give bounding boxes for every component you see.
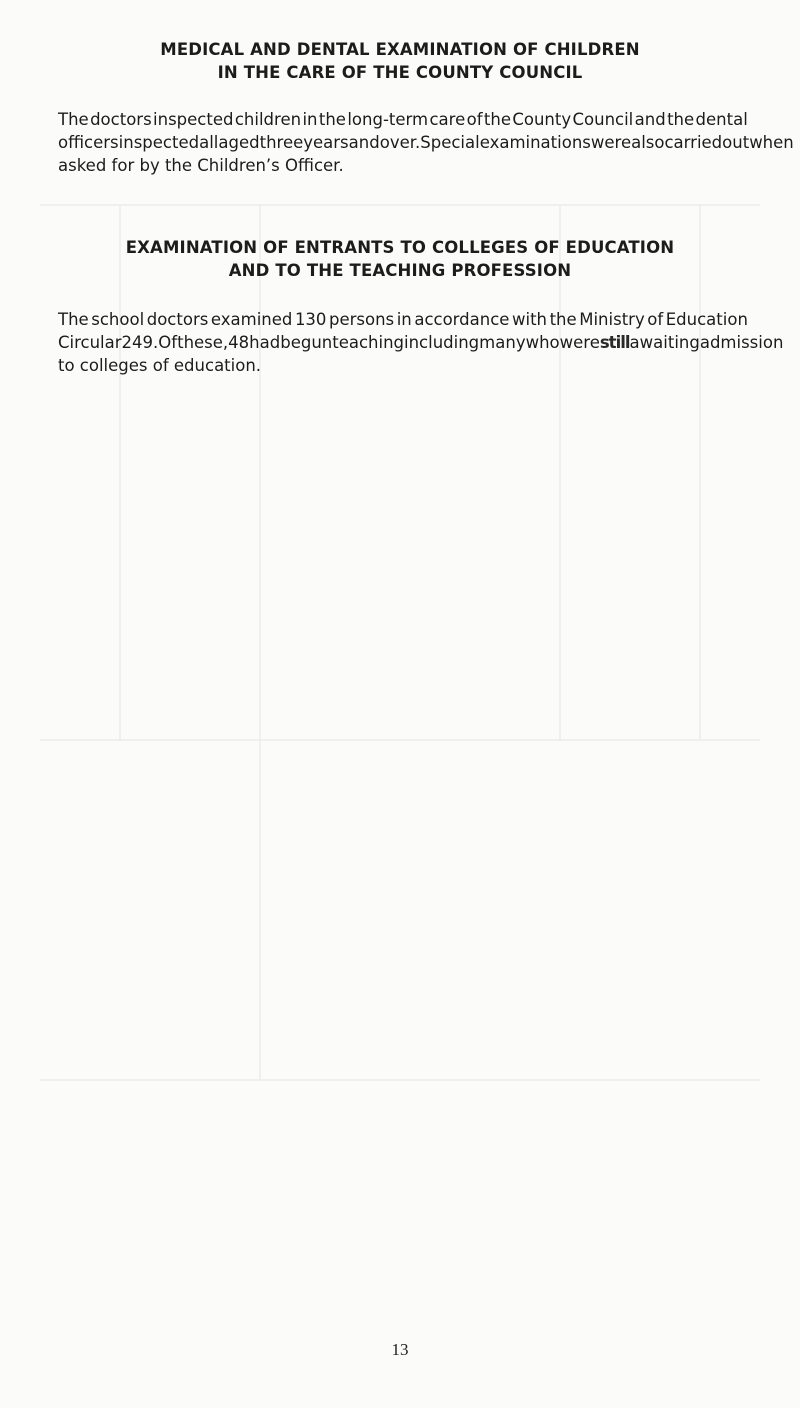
section1-title-line2: IN THE CARE OF THE COUNTY COUNCIL xyxy=(217,63,583,82)
section2-title-line2: AND TO THE TEACHING PROFESSION xyxy=(228,261,572,280)
section2-paragraph xyxy=(58,308,784,377)
section1-title-line1: MEDICAL AND DENTAL EXAMINATION OF CHILDREN xyxy=(160,40,640,59)
section2-title-line1: EXAMINATION OF ENTRANTS TO COLLEGES OF EDUCATION xyxy=(125,238,675,257)
section1-para-line1: The doctors inspected children in the long-term care of the County Council and the dental xyxy=(58,110,748,129)
section2-para-line3: to colleges of education. xyxy=(58,356,262,375)
section2-para-line2: Circular 249. Of these, 48 had begun teaching including many who were still awaiting admission xyxy=(58,333,784,352)
section1-paragraph xyxy=(58,108,794,177)
section1-para-line3: asked for by the Children’s Officer. xyxy=(58,156,344,175)
section1-para-line2: officers inspected all aged three years and over. Special examinations were also carried out when xyxy=(58,133,794,152)
smudged-word: still xyxy=(599,333,630,352)
page-number: 13 xyxy=(391,1340,409,1359)
section2-para-line1: The school doctors examined 130 persons in accordance with the Ministry of Education xyxy=(58,310,748,329)
section2-heading xyxy=(0,236,800,282)
section1-heading xyxy=(0,38,800,84)
